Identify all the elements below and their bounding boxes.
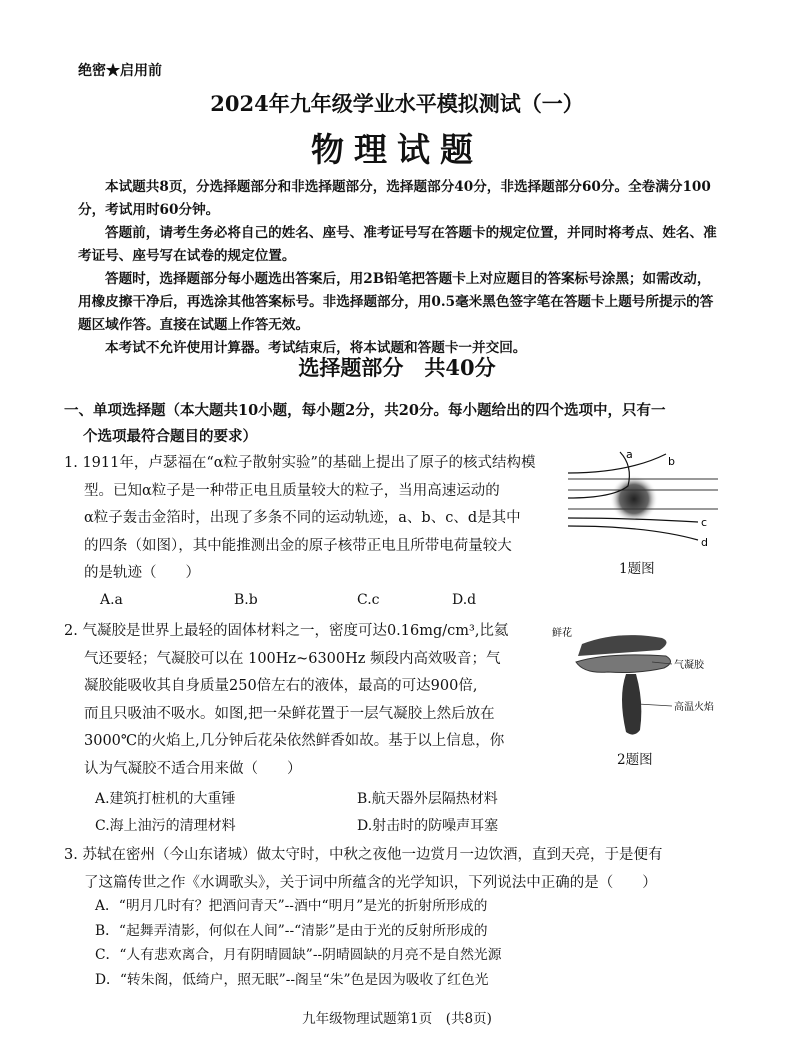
question-2-option-d: D.射击时的防噪声耳塞 — [357, 818, 499, 834]
question-2-line-3: 凝胶能吸收其自身质量250倍左右的液体，最高的可达900倍, — [84, 678, 478, 694]
gold-nucleus-icon — [610, 475, 658, 523]
question-1-line-5: 的是轨迹（ ） — [84, 565, 200, 581]
question-3-options — [95, 894, 502, 992]
question-1-line-3: α粒子轰击金箔时，出现了多条不同的运动轨迹，a、b、c、d是其中 — [84, 510, 521, 526]
part-heading-line-2: 个选项最符合题目的要求） — [83, 428, 257, 445]
part-heading — [64, 398, 724, 450]
exam-title: 2024年九年级学业水平模拟测试（一） — [210, 91, 584, 116]
question-2-option-c: C.海上油污的清理材料 — [95, 818, 236, 834]
question-1-line-1: 1. 1911年，卢瑟福在“α粒子散射实验”的基础上提出了原子的核式结构模 — [64, 455, 536, 471]
question-3-line-1: 3. 苏轼在密州（今山东诸城）做太守时，中秋之夜他一边赏月一边饮酒，直到天亮，于是便有 — [64, 847, 663, 863]
section-title: 选择题部分 共40分 — [298, 355, 496, 380]
question-1-line-2: 型。已知α粒子是一种带正电且质量较大的粒子，当用高速运动的 — [84, 482, 500, 499]
page-footer: 九年级物理试题第1页 (共8页) — [302, 1011, 492, 1027]
question-1-stem — [64, 450, 535, 588]
leader-line — [638, 704, 672, 706]
question-1-option-c: C.c — [357, 592, 380, 608]
question-3-stem — [64, 842, 662, 897]
question-2-stem — [64, 618, 508, 783]
part-heading-line-1: 一、单项选择题（本大题共10小题，每小题2分，共20分。每小题给出的四个选项中，只有一 — [64, 402, 666, 419]
question-3-line-2: 了这篇传世之作《水调歌头》，关于词中所蕴含的光学知识，下列说法中正确的是（ ） — [84, 874, 657, 891]
label-a: a — [626, 448, 633, 461]
question-3-option-d: D．“转朱阁，低绮户，照无眠”--阁呈“朱”色是因为吸收了红色光 — [95, 971, 489, 988]
question-1-option-a: A.a — [100, 592, 123, 608]
label-flower: 鲜花 — [552, 628, 572, 639]
exam-instructions — [78, 176, 718, 360]
question-2-option-b: B.航天器外层隔热材料 — [357, 791, 498, 807]
confidential-mark: 绝密★启用前 — [78, 63, 162, 79]
question-1-figure — [568, 446, 718, 551]
instruction-paragraph-2: 答题前，请考生务必将自己的姓名、座号、准考证号写在答题卡的规定位置，并同时将考点、姓名、准考证号、座号写在试卷的规定位置。 — [78, 225, 717, 264]
question-2-option-a: A.建筑打桩机的大重锤 — [95, 791, 236, 807]
label-d: d — [701, 536, 708, 549]
label-c: c — [701, 516, 708, 529]
question-2-line-2: 气还要轻；气凝胶可以在 100Hz~6300Hz 频段内高效吸音；气 — [84, 650, 501, 667]
question-2-figure — [548, 622, 728, 742]
flower-icon — [578, 635, 667, 656]
question-1-option-b: B.b — [234, 592, 258, 608]
figure-2-caption: 2题图 — [617, 752, 653, 768]
subject-title: 物理试题 — [311, 130, 483, 169]
question-3-option-a: A．“明月几时有？把酒问青天”--酒中“明月”是光的折射所形成的 — [95, 898, 488, 914]
instruction-paragraph-4: 本考试不允许使用计算器。考试结束后，将本试题和答题卡一并交回。 — [105, 340, 527, 356]
question-2-line-5: 3000℃的火焰上,几分钟后花朵依然鲜香如故。基于以上信息，你 — [84, 733, 505, 749]
label-aerogel: 气凝胶 — [674, 660, 704, 671]
question-2-line-4: 而且只吸油不吸水。如图,把一朵鲜花置于一层气凝胶上然后放在 — [84, 705, 495, 722]
question-2-line-1: 2. 气凝胶是世界上最轻的固体材料之一，密度可达0.16mg/cm³,比氦 — [64, 623, 509, 639]
trajectory-d — [568, 526, 698, 540]
question-3-option-b: B．“起舞弄清影，何似在人间”--“清影”是由于光的反射所形成的 — [95, 922, 488, 939]
aerogel-layer-icon — [576, 655, 671, 673]
label-b: b — [668, 455, 675, 468]
label-flame: 高温火焰 — [674, 702, 714, 713]
trajectory-a — [568, 452, 629, 498]
question-3-option-c: C．“人有悲欢离合，月有阴晴圆缺”--阴晴圆缺的月亮不是自然光源 — [95, 947, 502, 963]
question-1-option-d: D.d — [452, 592, 477, 608]
instruction-paragraph-1: 本试题共8页，分选择题部分和非选择题部分，选择题部分40分，非选择题部分60分。全卷满分100分，考试用时60分钟。 — [78, 179, 711, 218]
trajectory-b — [568, 454, 666, 473]
question-1-line-4: 的四条（如图），其中能推测出金的原子核带正电且所带电荷量较大 — [84, 537, 512, 554]
question-2-line-6: 认为气凝胶不适合用来做（ ） — [84, 760, 302, 777]
instruction-paragraph-3: 答题时，选择题部分每小题选出答案后，用2B铅笔把答题卡上对应题目的答案标号涂黑；如需改动，用橡皮擦干净后，再选涂其他答案标号。非选择题部分，用0.5毫米黑色签字笔在答题卡上题号所提示的答题区域作答。直接在试题上作答无效。 — [78, 271, 714, 333]
figure-1-caption: 1题图 — [619, 561, 655, 577]
